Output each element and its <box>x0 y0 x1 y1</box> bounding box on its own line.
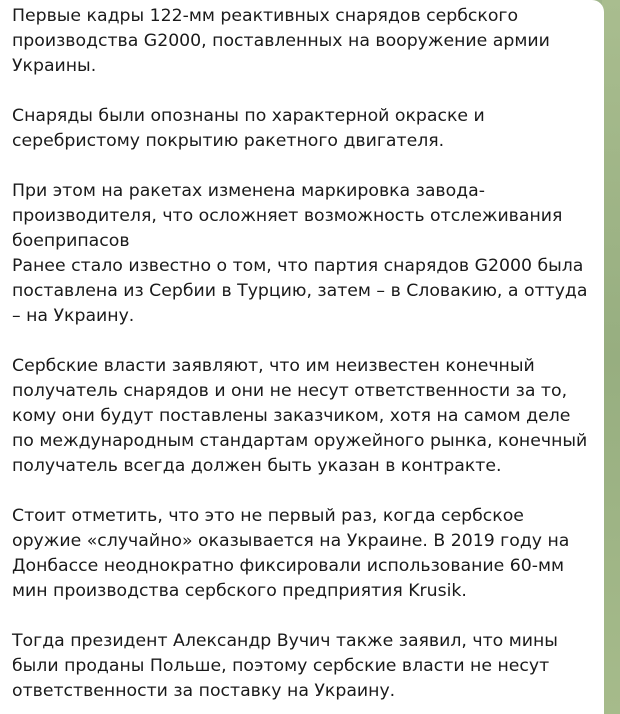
chat-background <box>602 0 620 714</box>
message-text <box>12 4 590 704</box>
message-paragraph: При этом на ракетах изменена маркировка завода-производителя, что осложняет возможность отслеживания боеприпасов <box>12 181 563 251</box>
message-paragraph: Ранее стало известно о том, что партия снарядов G2000 была поставлена из Сербии в Турцию, затем – в Словакию, а оттуда – на Украину. <box>12 256 588 326</box>
message-paragraph: Стоит отметить, что это не первый раз, когда сербское оружие «случайно» оказывается на Украине. В 2019 году на Донбассе неоднократно фиксировали использование 60-мм мин производства сербского предприятия Krusik. <box>12 506 570 601</box>
message-paragraph: Сербские власти заявляют, что им неизвестен конечный получатель снарядов и они не несут ответственности за то, кому они будут поставлены заказчиком, хотя на самом деле по международным стандартам оружейного рынка, конечный получатель всегда должен быть указан в контракте. <box>12 356 588 476</box>
message-paragraph: Снаряды были опознаны по характерной окраске и серебристому покрытию ракетного двигателя. <box>12 106 485 151</box>
message-paragraph: Тогда президент Александр Вучич также заявил, что мины были проданы Польше, поэтому сербские власти не несут ответственности за поставку на Украину. <box>12 631 558 701</box>
message-paragraph: Первые кадры 122-мм реактивных снарядов сербского производства G2000, поставленных на вооружение армии Украины. <box>12 6 550 76</box>
